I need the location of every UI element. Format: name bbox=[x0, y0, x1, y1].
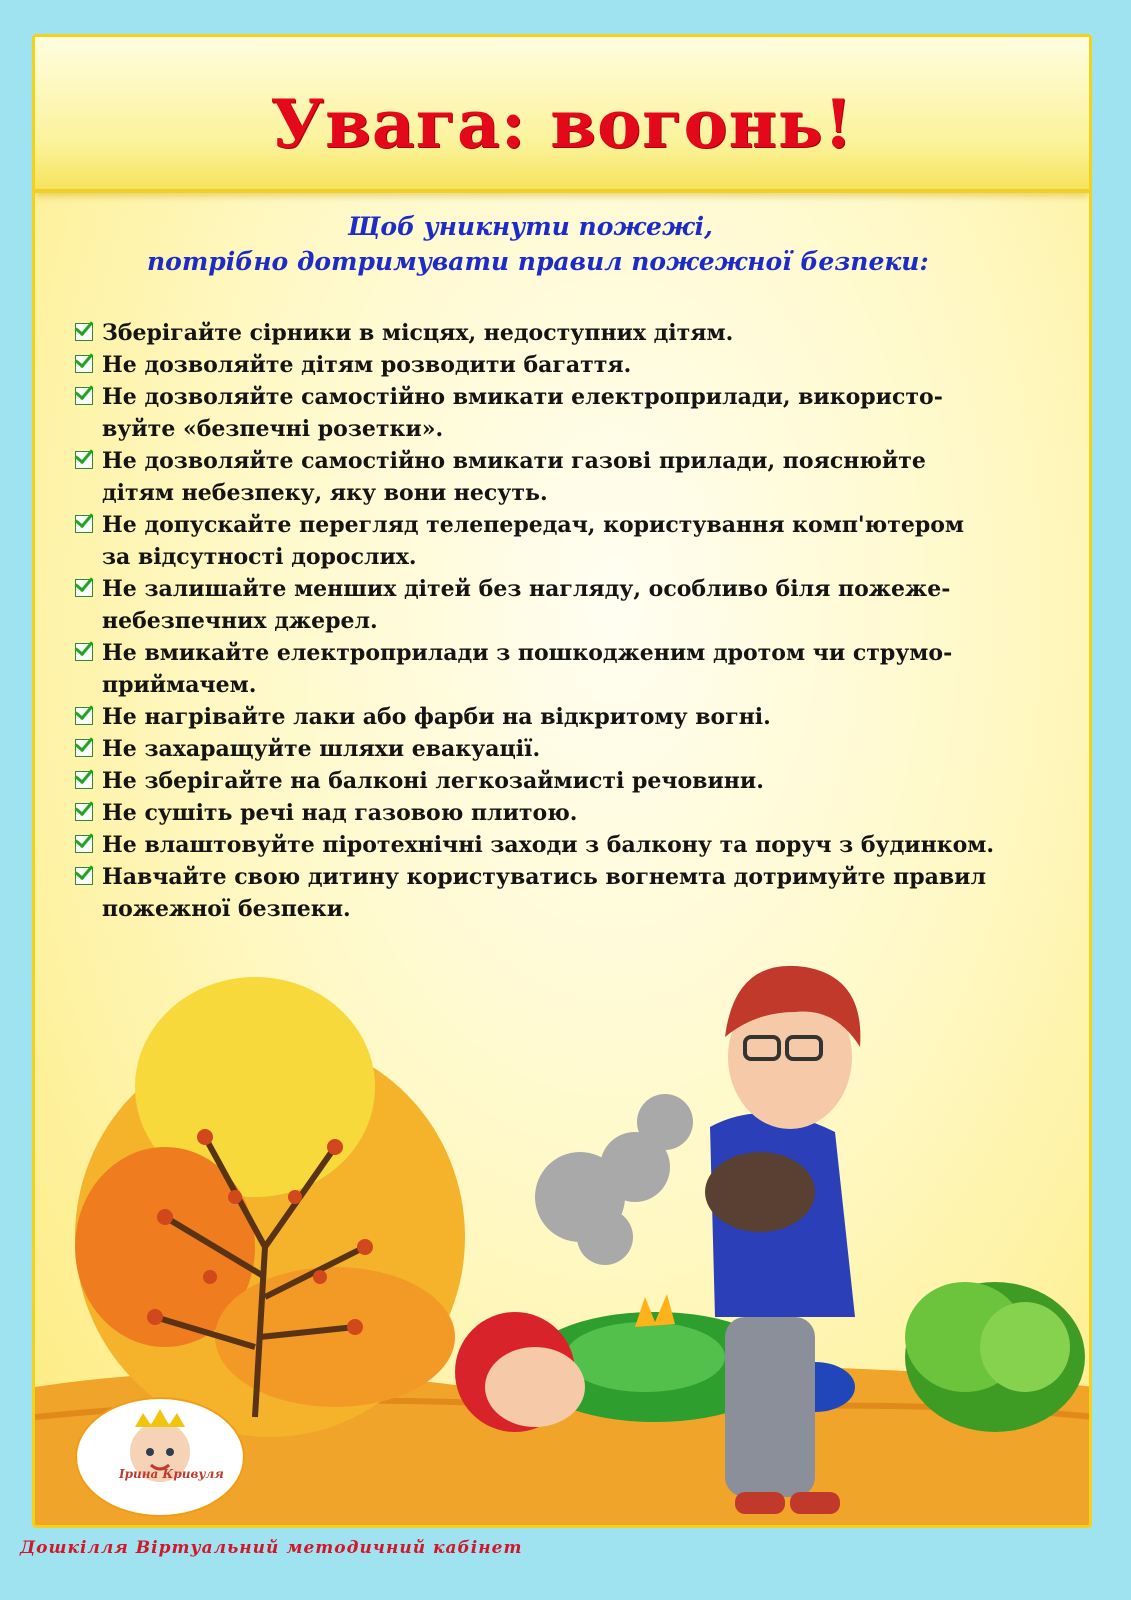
footer: Дошкілля Віртуальний методичний кабінет bbox=[20, 1538, 523, 1558]
poster bbox=[32, 34, 1092, 1528]
smoke bbox=[535, 1094, 693, 1265]
rule-item bbox=[75, 445, 1085, 509]
rule-item bbox=[75, 349, 1085, 381]
rule-text: Не зберігайте на балконі легкозаймисті речовини. bbox=[102, 768, 764, 794]
checkmark-icon bbox=[75, 355, 93, 373]
rule-text: Не дозволяйте дітям розводити багаття. bbox=[102, 352, 632, 378]
rule-text: Не вмикайте електроприлади з пошкодженим дротом чи струмо- bbox=[102, 640, 953, 666]
checkmark-icon bbox=[75, 387, 93, 405]
checkmark-icon bbox=[75, 867, 93, 885]
checkmark-icon bbox=[75, 707, 93, 725]
title-band bbox=[35, 37, 1089, 193]
rule-text: Не сушіть речі над газовою плитою. bbox=[102, 800, 578, 826]
rule-item bbox=[75, 317, 1085, 349]
rule-text: Не дозволяйте самостійно вмикати електроприлади, використо- bbox=[102, 384, 943, 410]
checkmark-icon bbox=[75, 515, 93, 533]
subtitle-line-1: Щоб уникнути пожежі, bbox=[348, 212, 713, 241]
rule-text-continued: приймачем. bbox=[102, 672, 257, 698]
rule-item bbox=[75, 573, 1085, 637]
checkmark-icon bbox=[75, 739, 93, 757]
rule-text: Не дозволяйте самостійно вмикати газові прилади, пояснюйте bbox=[102, 448, 926, 474]
rule-text-continued: пожежної безпеки. bbox=[102, 896, 351, 922]
rule-text-continued: вуйте «безпечні розетки». bbox=[102, 416, 444, 442]
checkmark-icon bbox=[75, 579, 93, 597]
logo-text: Ірина Кривуля bbox=[119, 1467, 224, 1481]
checkmark-icon bbox=[75, 771, 93, 789]
rule-text: Не нагрівайте лаки або фарби на відкритому вогні. bbox=[102, 704, 771, 730]
page-title: Увага: вогонь! bbox=[270, 85, 854, 163]
logo bbox=[75, 1397, 245, 1517]
rule-item bbox=[75, 861, 1085, 925]
rule-item bbox=[75, 701, 1085, 733]
rule-text: Зберігайте сірники в місцях, недоступних дітям. bbox=[102, 320, 734, 346]
rule-text: Не залишайте менших дітей без нагляду, особливо біля пожеже- bbox=[102, 576, 951, 602]
rule-item bbox=[75, 637, 1085, 701]
rule-item bbox=[75, 797, 1085, 829]
rule-text-continued: небезпечних джерел. bbox=[102, 608, 378, 634]
checkmark-icon bbox=[75, 835, 93, 853]
green-bush bbox=[905, 1282, 1085, 1432]
rule-item bbox=[75, 381, 1085, 445]
rule-text: Навчайте свою дитину користуватись вогнемта дотримуйте правил bbox=[102, 864, 987, 890]
rule-item bbox=[75, 765, 1085, 797]
checkmark-icon bbox=[75, 323, 93, 341]
rules-list bbox=[75, 317, 1085, 925]
rule-item bbox=[75, 829, 1085, 861]
rule-text-continued: дітям небезпеку, яку вони несуть. bbox=[102, 480, 548, 506]
checkmark-icon bbox=[75, 803, 93, 821]
rule-text: Не захаращуйте шляхи евакуації. bbox=[102, 736, 541, 762]
checkmark-icon bbox=[75, 451, 93, 469]
checkmark-icon bbox=[75, 643, 93, 661]
rule-item bbox=[75, 509, 1085, 573]
rule-text-continued: за відсутності дорослих. bbox=[102, 544, 417, 570]
rule-text: Не допускайте перегляд телепередач, користування комп'ютером bbox=[102, 512, 965, 538]
rule-item bbox=[75, 733, 1085, 765]
autumn-tree bbox=[75, 977, 465, 1437]
rule-text: Не влаштовуйте піротехнічні заходи з балкону та поруч з будинком. bbox=[102, 832, 995, 858]
subtitle-line-2: потрібно дотримувати правил пожежної безпеки: bbox=[147, 247, 929, 276]
